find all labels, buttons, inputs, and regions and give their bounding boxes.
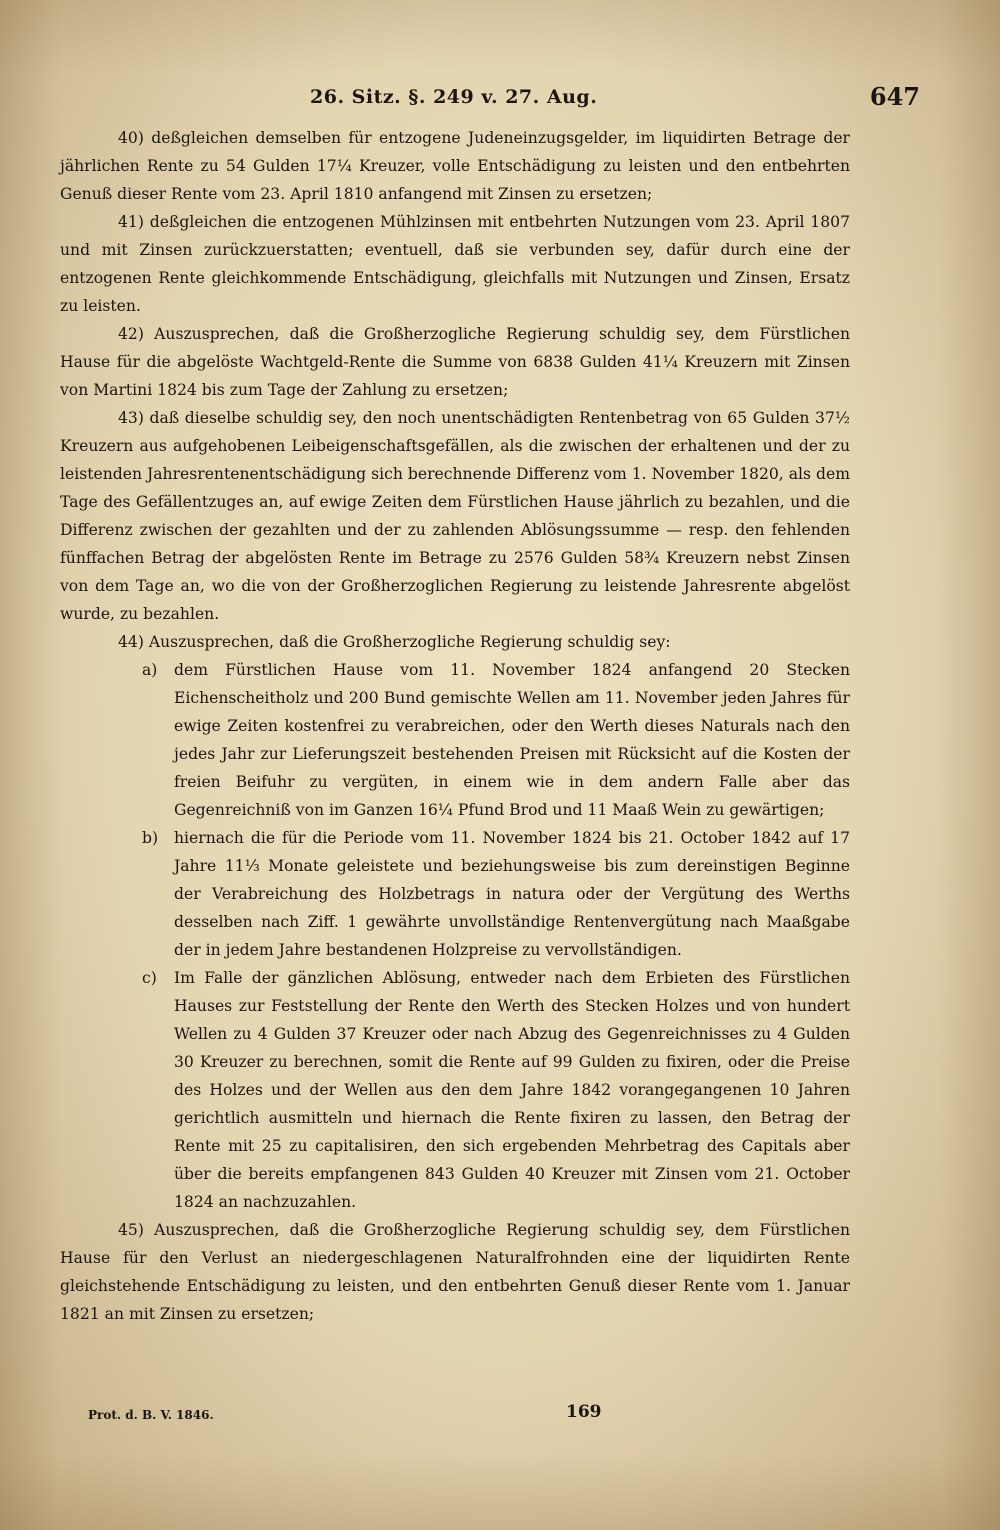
imprint-note: Prot. d. B. V. 1846. xyxy=(88,1408,214,1422)
sub-item-c xyxy=(60,964,850,1216)
sub-item-text: dem Fürstlichen Hause vom 11. November 1824 anfangend 20 Stecken Eichenscheitholz und 200 Bund gemischte Wellen am 11. November jeden Jahres für ewige Zeiten kostenfrei zu verabreichen, oder den Werth dieses Naturals nach den jedes Jahr zur Lieferungszeit bestehenden Preisen mit Rücksicht auf die Kosten der freien Beifuhr zu vergüten, in einem wie in dem andern Falle aber das Gegenreichniß von im Ganzen 16¼ Pfund Brod und 11 Maaß Wein zu gewärtigen; xyxy=(174,661,850,819)
page-header xyxy=(60,82,920,116)
paragraph-42: 42) Auszusprechen, daß die Großherzogliche Regierung schuldig sey, dem Fürstlichen Hause für die abgelöste Wachtgeld-Rente die Summe von 6838 Gulden 41¼ Kreuzern mit Zinsen von Martini 1824 bis zum Tage der Zahlung zu ersetzen; xyxy=(60,325,850,399)
paragraph-45: 45) Auszusprechen, daß die Großherzogliche Regierung schuldig sey, dem Fürstlichen Hause für den Verlust an niedergeschlagenen Naturalfrohnden eine der liquidirten Rente gleichstehende Entschädigung zu leisten, und den entbehrten Genuß dieser Rente vom 1. Januar 1821 an mit Zinsen zu ersetzen; xyxy=(60,1221,850,1323)
sub-item-text: Im Falle der gänzlichen Ablösung, entweder nach dem Erbieten des Fürstlichen Hauses zur Feststellung der Rente den Werth des Stecken Holzes und von hundert Wellen zu 4 Gulden 37 Kreuzer oder nach Abzug des Gegenreichnisses zu 4 Gulden 30 Kreuzer zu berechnen, somit die Rente auf 99 Gulden zu fixiren, oder die Preise des Holzes und der Wellen aus den dem Jahre 1842 vorangegangenen 10 Jahren gerichtlich ausmitteln und hiernach die Rente fixiren zu lassen, den Betrag der Rente mit 25 zu capitalisiren, den sich ergebenden Mehrbetrag des Capitals aber über die bereits empfangenen 843 Gulden 40 Kreuzer mit Zinsen vom 21. October 1824 an nachzuzahlen. xyxy=(174,969,850,1211)
paragraph-40: 40) deßgleichen demselben für entzogene Judeneinzugsgelder, im liquidirten Betrage der jährlichen Rente zu 54 Gulden 17¼ Kreuzer, volle Entschädigung zu leisten und den entbehrten Genuß dieser Rente vom 23. April 1810 anfangend mit Zinsen zu ersetzen; xyxy=(60,129,850,203)
paragraph-44: 44) Auszusprechen, daß die Großherzogliche Regierung schuldig sey: xyxy=(118,633,671,651)
page-footer xyxy=(88,1402,848,1432)
running-head: 26. Sitz. §. 249 v. 27. Aug. xyxy=(310,86,598,108)
body-text xyxy=(60,124,850,1328)
signature-number: 169 xyxy=(566,1402,602,1422)
sub-item-text: hiernach die für die Periode vom 11. November 1824 bis 21. October 1842 auf 17 Jahre 11⅓ Monate geleistete und beziehungsweise bis zum dereinstigen Beginne der Verabreichung des Holzbetrags in natura oder der Vergütung des Werths desselben nach Ziff. 1 gewährte unvollständige Rentenvergütung nach Maaßgabe der in jedem Jahre bestandenen Holzpreise zu vervollständigen. xyxy=(174,829,850,959)
paragraph-43: 43) daß dieselbe schuldig sey, den noch unentschädigten Rentenbetrag von 65 Gulden 37½ Kreuzern aus aufgehobenen Leibeigenschaftsgefällen, als die zwischen der erhaltenen und der zu leistenden Jahresrentenentschädigung sich berechnende Differenz vom 1. November 1820, als dem Tage des Gefällentzuges an, auf ewige Zeiten dem Fürstlichen Hause jährlich zu bezahlen, und die Differenz zwischen der gezahlten und der zu zahlenden Ablösungssumme — resp. den fehlenden fünffachen Betrag der abgelösten Rente im Betrage zu 2576 Gulden 58¾ Kreuzern nebst Zinsen von dem Tage an, wo die von der Großherzoglichen Regierung zu leistende Jahresrente abgelöst wurde, zu bezahlen. xyxy=(60,409,850,623)
sub-item-marker: b) xyxy=(142,829,159,847)
page-number: 647 xyxy=(869,82,920,111)
sub-item-marker: a) xyxy=(142,661,158,679)
sub-item-b xyxy=(60,824,850,964)
paragraph-41: 41) deßgleichen die entzogenen Mühlzinsen mit entbehrten Nutzungen vom 23. April 1807 und mit Zinsen zurückzuerstatten; eventuell, daß sie verbunden sey, dafür durch eine der entzogenen Rente gleichkommende Entschädigung, gleichfalls mit Nutzungen und Zinsen, Ersatz zu leisten. xyxy=(60,213,850,315)
sub-item-a xyxy=(60,656,850,824)
sub-item-marker: c) xyxy=(142,969,157,987)
